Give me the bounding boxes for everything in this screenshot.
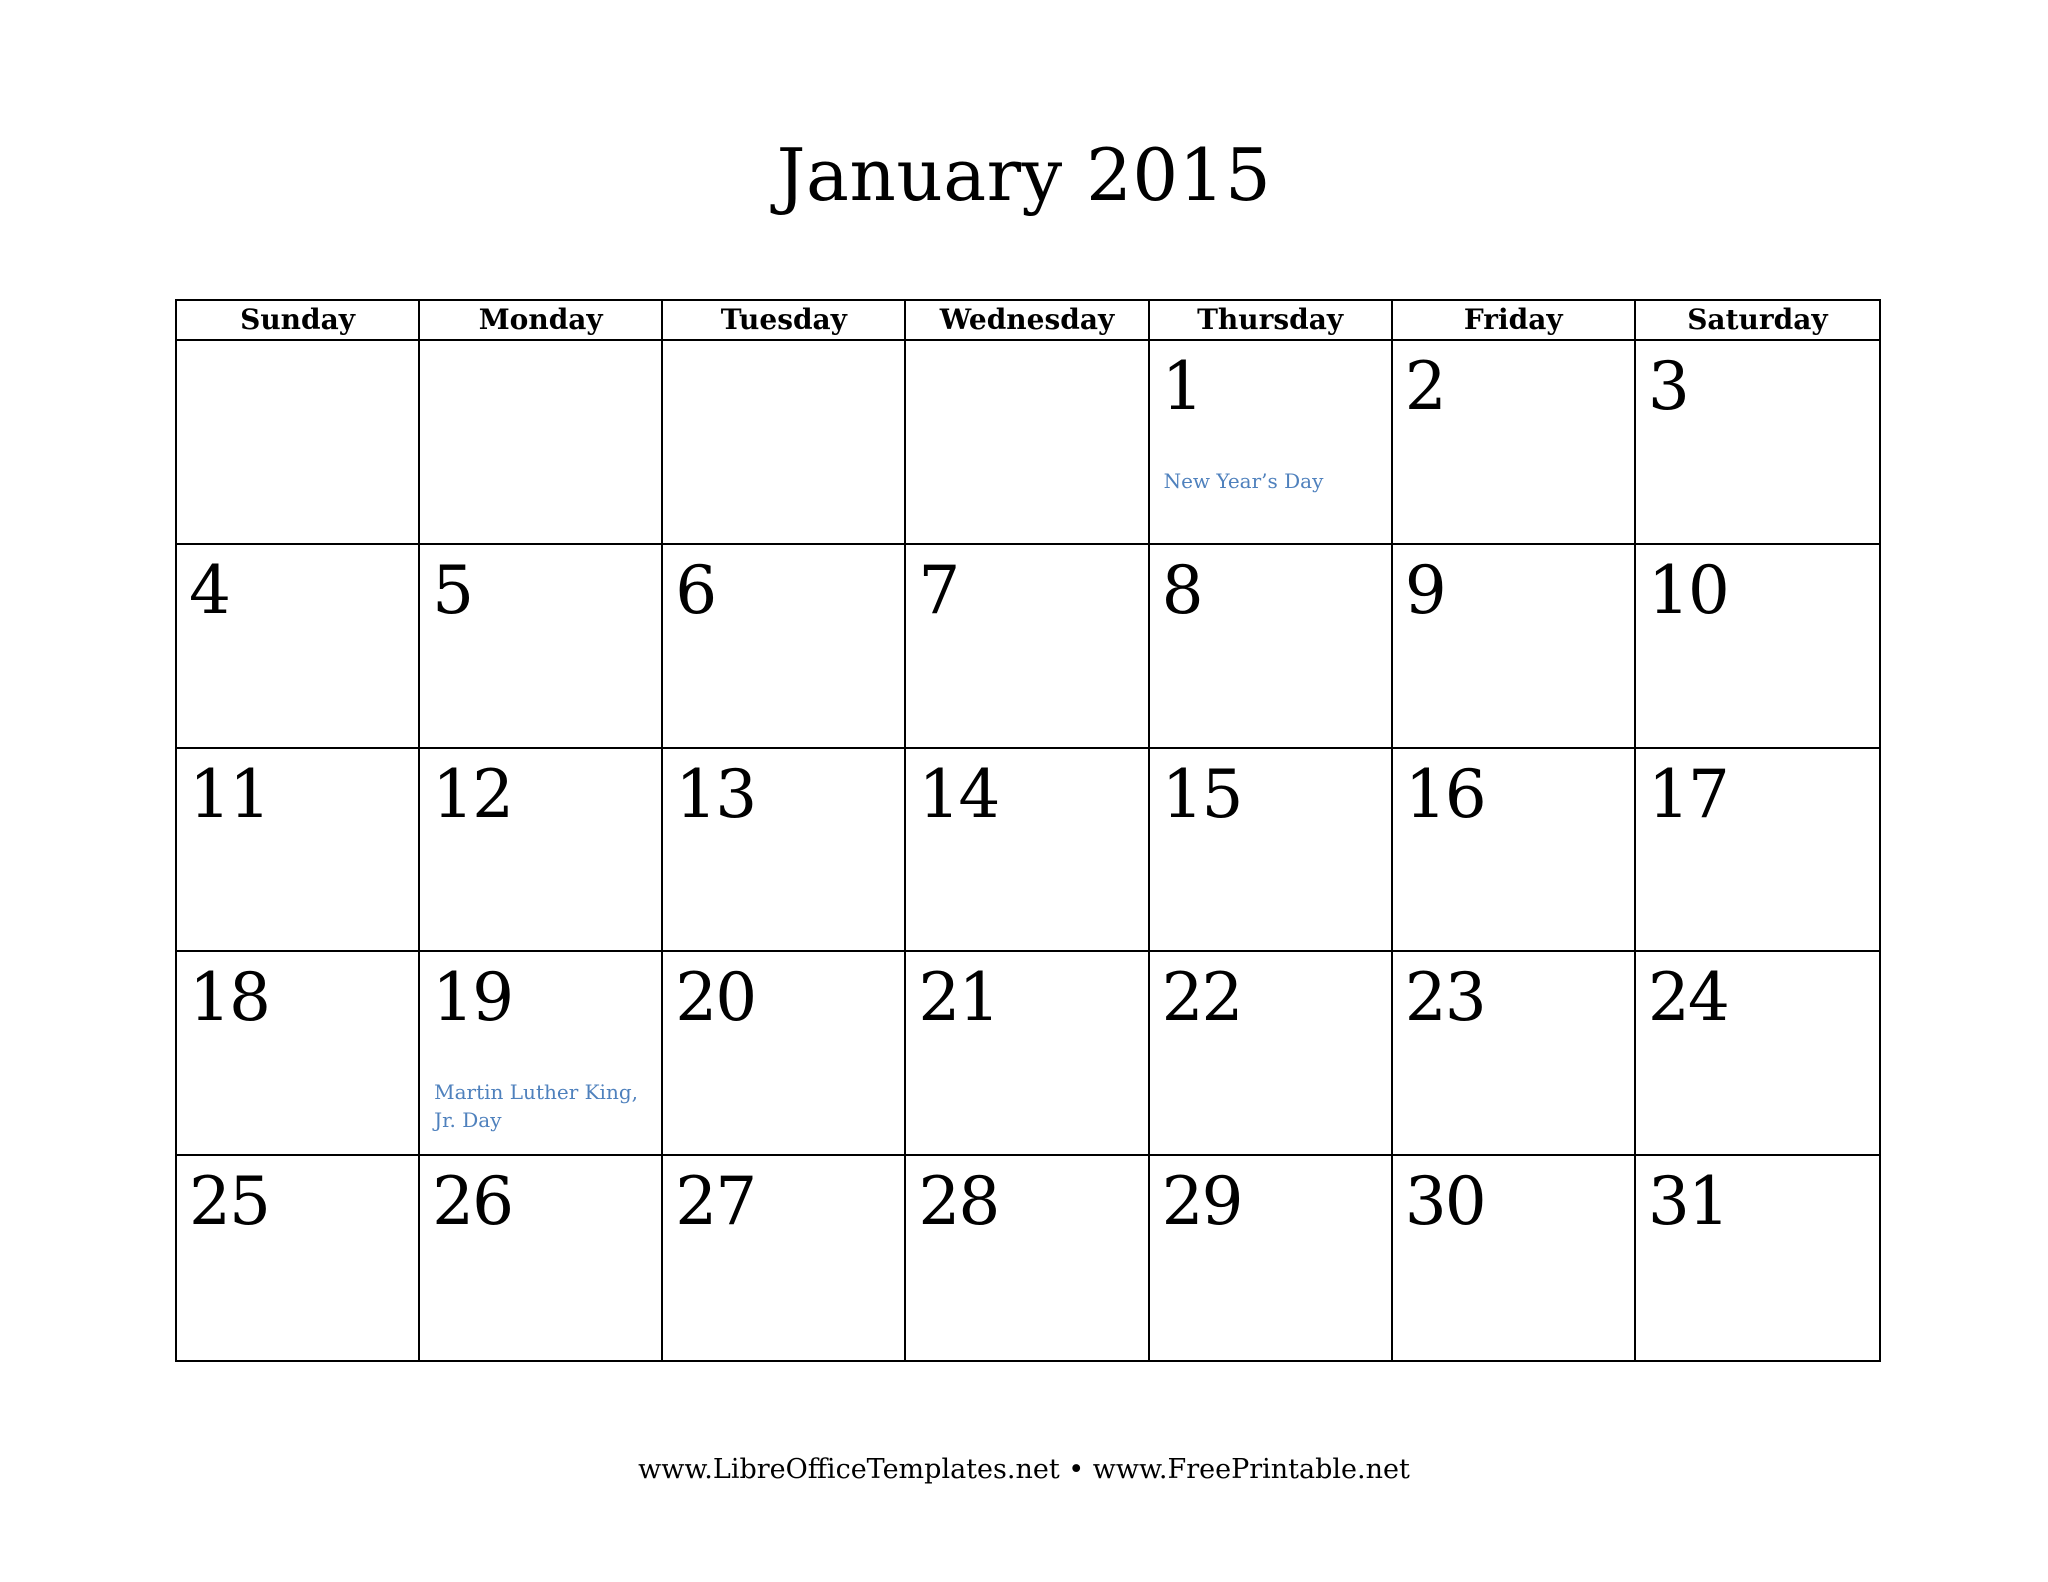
- day-cell: [1150, 749, 1393, 953]
- weekday-header-friday: Friday: [1393, 301, 1636, 339]
- day-cell: [1393, 1156, 1636, 1360]
- day-number: 11: [189, 755, 269, 833]
- day-number: 6: [675, 551, 716, 629]
- day-number: 24: [1647, 959, 1728, 1037]
- day-cell: [906, 1156, 1149, 1360]
- day-cell: [906, 749, 1149, 953]
- day-cell: [420, 1156, 663, 1360]
- day-cell: [663, 952, 906, 1156]
- day-number: 4: [189, 551, 229, 629]
- day-cell: [906, 952, 1149, 1156]
- day-number: 16: [1404, 755, 1485, 833]
- day-cell: [420, 545, 663, 749]
- day-number: 9: [1404, 551, 1445, 629]
- day-cell: [420, 341, 663, 545]
- day-number: 19: [432, 959, 513, 1037]
- day-cell: [1150, 341, 1393, 545]
- day-cell: [420, 749, 663, 953]
- days-grid: [177, 341, 1879, 1360]
- day-cell: [906, 545, 1149, 749]
- holiday-label: New Year’s Day: [1163, 469, 1324, 493]
- day-number: 1: [1161, 348, 1202, 425]
- day-cell: [1636, 545, 1879, 749]
- holiday-label: Martin Luther King, Jr. Day: [434, 1080, 638, 1133]
- day-number: 2: [1404, 348, 1445, 425]
- day-number: 12: [432, 755, 513, 833]
- day-cell: [1150, 1156, 1393, 1360]
- day-cell: [1636, 1156, 1879, 1360]
- day-cell: [1393, 341, 1636, 545]
- day-cell: [1636, 749, 1879, 953]
- weekday-header-thursday: Thursday: [1150, 301, 1393, 339]
- day-cell: [1393, 952, 1636, 1156]
- day-number: 18: [189, 959, 269, 1037]
- calendar-grid: [175, 299, 1881, 1362]
- day-cell: [1150, 952, 1393, 1156]
- day-cell: [177, 952, 420, 1156]
- day-number: 25: [189, 1163, 269, 1241]
- day-number: 20: [675, 959, 756, 1037]
- day-number: 15: [1161, 755, 1242, 833]
- day-cell: [1150, 545, 1393, 749]
- day-cell: [1393, 749, 1636, 953]
- day-number: 30: [1404, 1163, 1485, 1241]
- day-number: 21: [918, 959, 999, 1037]
- day-number: 26: [432, 1163, 513, 1241]
- day-number: 5: [432, 551, 473, 629]
- weekday-header-monday: Monday: [420, 301, 663, 339]
- day-number: 3: [1647, 348, 1688, 425]
- day-number: 23: [1404, 959, 1485, 1037]
- weekday-header-tuesday: Tuesday: [663, 301, 906, 339]
- footer-credits: www.LibreOfficeTemplates.net • www.FreePrintable.net: [638, 1454, 1410, 1485]
- day-number: 8: [1161, 551, 1202, 629]
- day-number: 31: [1647, 1163, 1728, 1241]
- day-cell: [663, 1156, 906, 1360]
- day-number: 22: [1161, 959, 1242, 1037]
- day-cell: [663, 749, 906, 953]
- day-number: 7: [918, 551, 959, 629]
- weekday-header-sunday: Sunday: [177, 301, 420, 339]
- weekday-header-row: [177, 301, 1879, 341]
- day-cell: [177, 545, 420, 749]
- day-cell: [906, 341, 1149, 545]
- day-cell: [663, 545, 906, 749]
- day-cell: [177, 341, 420, 545]
- day-cell: [1636, 341, 1879, 545]
- day-cell: [1636, 952, 1879, 1156]
- weekday-header-saturday: Saturday: [1687, 303, 1828, 336]
- day-cell: [663, 341, 906, 545]
- day-cell: [1393, 545, 1636, 749]
- weekday-header-wednesday: Wednesday: [906, 301, 1149, 339]
- day-cell: [177, 1156, 420, 1360]
- day-number: 27: [675, 1163, 756, 1241]
- day-cell: [420, 952, 663, 1156]
- day-number: 14: [918, 755, 999, 833]
- day-number: 29: [1161, 1163, 1242, 1241]
- calendar-title: January 2015: [776, 133, 1272, 217]
- day-cell: [177, 749, 420, 953]
- day-number: 28: [918, 1163, 999, 1241]
- day-number: 13: [675, 755, 756, 833]
- day-number: 10: [1647, 551, 1728, 629]
- day-number: 17: [1647, 755, 1728, 833]
